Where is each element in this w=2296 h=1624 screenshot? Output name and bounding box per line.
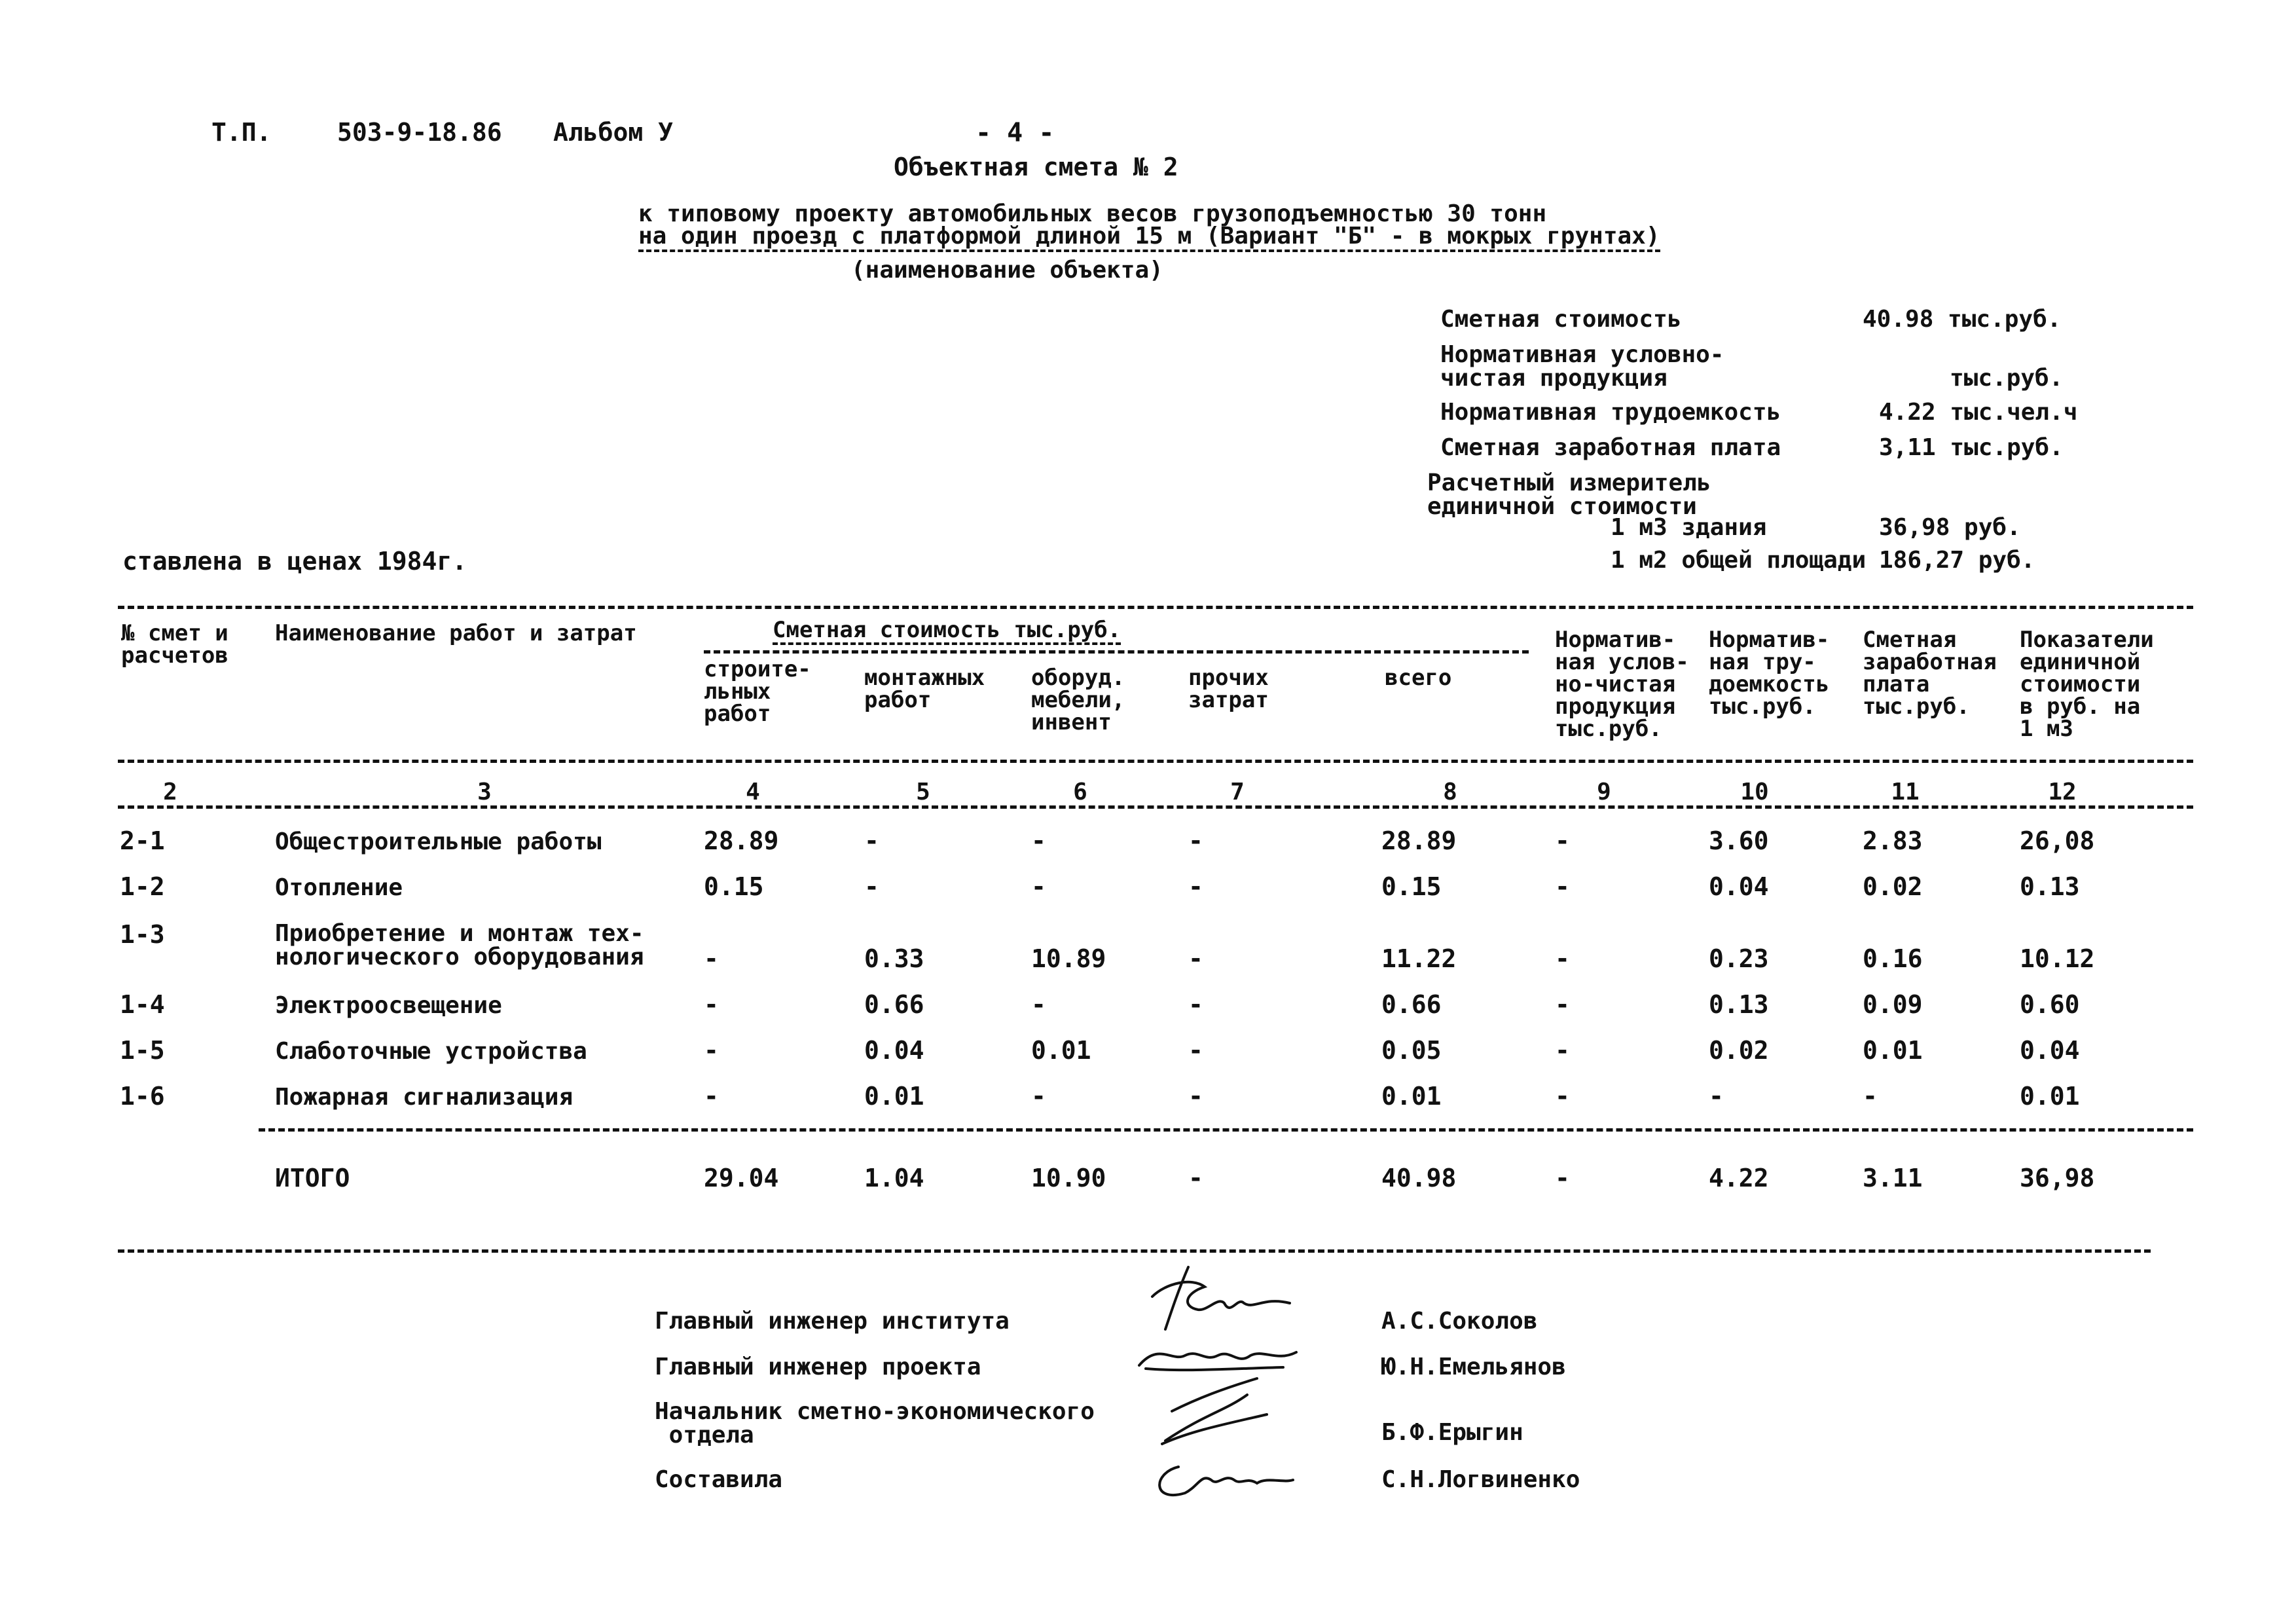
header-other: прочих затрат <box>1188 665 1269 713</box>
row-doc-number: 1-5 <box>120 1036 165 1065</box>
row-total: 28.89 <box>1381 826 1457 855</box>
document-title: Объектная смета № 2 <box>894 153 1178 181</box>
npp-label: Нормативная условно- чистая продукция <box>1440 341 1724 392</box>
row-equipment: - <box>1031 872 1046 901</box>
column-number: 4 <box>746 779 760 805</box>
column-numbers-rule <box>118 805 2193 809</box>
header-labor: Норматив- ная тру- доемкость тыс.руб. <box>1709 627 1830 720</box>
m2-value: 186,27 руб. <box>1879 547 2035 574</box>
signer-role: Начальник сметно-экономического отдела <box>655 1398 1095 1449</box>
row-mounting: 0.01 <box>864 1082 924 1111</box>
row-doc-number: 1-4 <box>120 990 165 1019</box>
row-other: - <box>1188 1082 1203 1111</box>
m3-label: 1 м3 здания <box>1611 514 1767 541</box>
total-equipment: 10.90 <box>1031 1164 1106 1192</box>
signer-role: Составила <box>655 1466 783 1493</box>
page-number: - 4 - <box>975 118 1055 148</box>
row-unit-index: 0.13 <box>2020 872 2080 901</box>
column-number: 7 <box>1230 779 1245 805</box>
row-mounting: - <box>864 872 879 901</box>
total-wage: 3.11 <box>1863 1164 1923 1192</box>
row-wage: 0.01 <box>1863 1036 1923 1065</box>
object-caption: (наименование объекта) <box>851 257 1163 284</box>
row-other: - <box>1188 990 1203 1019</box>
signer-name: С.Н.Логвиненко <box>1381 1466 1580 1493</box>
row-wage: 0.16 <box>1863 944 1923 973</box>
row-construction: 0.15 <box>704 872 764 901</box>
subtotal-rule <box>259 1128 2193 1132</box>
header-unit-index: Показатели единичной стоимости в руб. на 1 м3 <box>2020 627 2154 742</box>
row-wage: - <box>1863 1082 1878 1111</box>
signer-name: Ю.Н.Емельянов <box>1381 1354 1566 1380</box>
row-equipment: - <box>1031 990 1046 1019</box>
header-total: всего <box>1385 665 1452 691</box>
row-labor: 0.04 <box>1709 872 1769 901</box>
row-total: 0.01 <box>1381 1082 1442 1111</box>
row-mounting: 0.04 <box>864 1036 924 1065</box>
prices-note: ставлена в ценах 1984г. <box>122 547 467 576</box>
row-equipment: - <box>1031 826 1046 855</box>
total-labor: 4.22 <box>1709 1164 1769 1192</box>
row-total: 11.22 <box>1381 944 1457 973</box>
labor-label: Нормативная трудоемкость <box>1440 399 1781 426</box>
row-npp: - <box>1555 1036 1570 1065</box>
row-work-name: Пожарная сигнализация <box>275 1084 574 1111</box>
npp-value: тыс.руб. <box>1950 365 2064 392</box>
row-labor: - <box>1709 1082 1724 1111</box>
total-other: - <box>1188 1164 1203 1192</box>
code-label: Т.П. <box>211 118 272 147</box>
row-work-name: Приобретение и монтаж тех- нологического оборудования <box>275 920 644 970</box>
handwritten-signatures <box>1126 1257 1336 1506</box>
cost-value: 40.98 тыс.руб. <box>1863 306 2062 333</box>
row-mounting: 0.33 <box>864 944 924 973</box>
album-label: Альбом У <box>553 118 674 147</box>
row-total: 0.05 <box>1381 1036 1442 1065</box>
row-wage: 2.83 <box>1863 826 1923 855</box>
header-npp: Норматив- ная услов- но-чистая продукция тыс.руб. <box>1555 627 1689 742</box>
signer-role: Главный инженер проекта <box>655 1354 981 1380</box>
object-subject-line1: к типовому проекту автомобильных весов грузоподъемностью 30 тонн <box>638 200 1547 227</box>
row-total: 0.66 <box>1381 990 1442 1019</box>
labor-value: 4.22 тыс.чел.ч <box>1879 399 2078 426</box>
row-total: 0.15 <box>1381 872 1442 901</box>
column-number: 9 <box>1597 779 1611 805</box>
row-unit-index: 10.12 <box>2020 944 2095 973</box>
column-number: 11 <box>1891 779 1920 805</box>
row-construction: 28.89 <box>704 826 779 855</box>
wage-label: Сметная заработная плата <box>1440 434 1781 461</box>
cost-label: Сметная стоимость <box>1440 306 1682 333</box>
total-construction: 29.04 <box>704 1164 779 1192</box>
row-work-name: Отопление <box>275 874 403 901</box>
row-unit-index: 0.60 <box>2020 990 2080 1019</box>
row-mounting: - <box>864 826 879 855</box>
row-construction: - <box>704 1082 719 1111</box>
header-bottom-rule <box>118 760 2193 763</box>
row-npp: - <box>1555 1082 1570 1111</box>
row-doc-number: 2-1 <box>120 826 165 855</box>
header-construction: строите- льных работ <box>704 656 811 727</box>
signer-role: Главный инженер института <box>655 1308 1010 1335</box>
wage-value: 3,11 тыс.руб. <box>1879 434 2064 461</box>
row-work-name: Общестроительные работы <box>275 828 602 855</box>
row-doc-number: 1-2 <box>120 872 165 901</box>
row-labor: 0.02 <box>1709 1036 1769 1065</box>
row-other: - <box>1188 944 1203 973</box>
column-number: 3 <box>477 779 492 805</box>
header-wage: Сметная заработная плата тыс.руб. <box>1863 627 1997 720</box>
total-unit-index: 36,98 <box>2020 1164 2095 1192</box>
row-labor: 0.23 <box>1709 944 1769 973</box>
header-equipment: оборуд. мебели, инвент <box>1031 665 1125 735</box>
row-unit-index: 0.04 <box>2020 1036 2080 1065</box>
column-number: 6 <box>1073 779 1087 805</box>
column-number: 2 <box>163 779 177 805</box>
row-work-name: Слаботочные устройства <box>275 1038 587 1065</box>
row-unit-index: 26,08 <box>2020 826 2095 855</box>
column-number: 5 <box>916 779 930 805</box>
m3-value: 36,98 руб. <box>1879 514 2021 541</box>
object-subject-line2: на один проезд с платформой длиной 15 м (Вариант "Б" - в мокрых грунтах) <box>638 225 1660 252</box>
cost-group-rule <box>704 650 1529 654</box>
table-bottom-rule <box>118 1249 2151 1253</box>
row-unit-index: 0.01 <box>2020 1082 2080 1111</box>
header-work-name: Наименование работ и затрат <box>275 620 637 646</box>
header-mounting: монтажных работ <box>864 665 985 713</box>
total-label: ИТОГО <box>275 1164 350 1192</box>
header-cost-group: Сметная стоимость тыс.руб. <box>773 619 1121 645</box>
row-npp: - <box>1555 944 1570 973</box>
m2-label: 1 м2 общей площади <box>1611 547 1867 574</box>
total-mounting: 1.04 <box>864 1164 924 1192</box>
total-total: 40.98 <box>1381 1164 1457 1192</box>
signer-name: А.С.Соколов <box>1381 1308 1538 1335</box>
table-top-rule <box>118 606 2193 609</box>
row-labor: 0.13 <box>1709 990 1769 1019</box>
header-doc-number: № смет и расчетов <box>121 620 228 669</box>
row-construction: - <box>704 944 719 973</box>
row-other: - <box>1188 826 1203 855</box>
row-npp: - <box>1555 872 1570 901</box>
meter-label: Расчетный измеритель единичной стоимости <box>1427 470 1711 520</box>
row-construction: - <box>704 1036 719 1065</box>
row-other: - <box>1188 1036 1203 1065</box>
row-work-name: Электроосвещение <box>275 992 502 1019</box>
row-equipment: 0.01 <box>1031 1036 1091 1065</box>
row-equipment: - <box>1031 1082 1046 1111</box>
row-construction: - <box>704 990 719 1019</box>
row-labor: 3.60 <box>1709 826 1769 855</box>
row-npp: - <box>1555 990 1570 1019</box>
row-equipment: 10.89 <box>1031 944 1106 973</box>
column-number: 12 <box>2048 779 2077 805</box>
row-doc-number: 1-3 <box>120 920 165 949</box>
row-wage: 0.09 <box>1863 990 1923 1019</box>
column-number: 8 <box>1443 779 1457 805</box>
row-npp: - <box>1555 826 1570 855</box>
row-wage: 0.02 <box>1863 872 1923 901</box>
row-other: - <box>1188 872 1203 901</box>
signer-name: Б.Ф.Ерыгин <box>1381 1419 1523 1446</box>
total-npp: - <box>1555 1164 1570 1192</box>
row-mounting: 0.66 <box>864 990 924 1019</box>
row-doc-number: 1-6 <box>120 1082 165 1111</box>
column-number: 10 <box>1740 779 1769 805</box>
project-code: 503-9-18.86 <box>337 118 502 147</box>
